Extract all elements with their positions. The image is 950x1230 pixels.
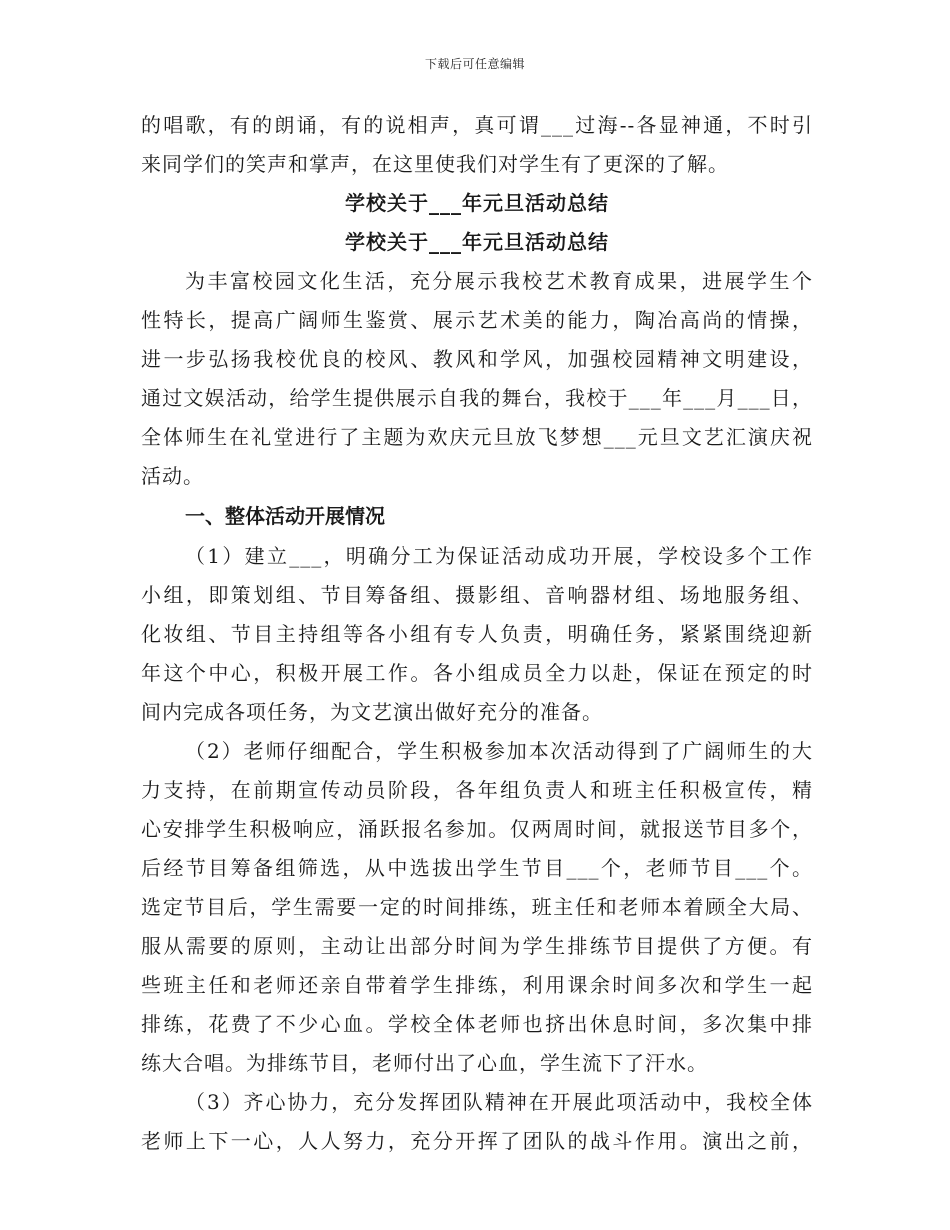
text-line: 练大合唱。为排练节目，老师付出了心血，学生流下了汗水。 [141, 1051, 708, 1075]
text-line: 的唱歌，有的朗诵，有的说相声，真可谓___过海--各显神通，不时引 [141, 113, 813, 137]
text-line: 选定节目后，学生需要一定的时间排练，班主任和老师本着顾全大局、 [141, 895, 813, 919]
text-line: 年这个中心，积极开展工作。各小组成员全力以赴，保证在预定的时 [141, 661, 813, 685]
text-line: 性特长，提高广阔师生鉴赏、展示艺术美的能力，陶冶高尚的情操， [141, 308, 813, 332]
text-line: （2）老师仔细配合，学生积极参加本次活动得到了广阔师生的大 [185, 739, 813, 763]
text-line: 心安排学生积极响应，涌跃报名参加。仅两周时间，就报送节目多个， [141, 817, 813, 841]
text-line: 力支持，在前期宣传动员阶段，各年组负责人和班主任积极宣传，精 [141, 778, 813, 802]
document-subtitle: 学校关于___年元旦活动总结 [345, 230, 609, 254]
text-line: 服从需要的原则，主动让出部分时间为学生排练节目提供了方便。有 [141, 934, 813, 958]
text-line: 来同学们的笑声和掌声，在这里使我们对学生有了更深的了解。 [141, 152, 729, 176]
page-header: 下载后可任意编辑 [424, 57, 525, 71]
text-line: 小组，即策划组、节目筹备组、摄影组、音响器材组、场地服务组、 [141, 583, 813, 607]
text-line: 老师上下一心，人人努力，充分开挥了团队的战斗作用。演出之前， [141, 1129, 813, 1153]
text-line: 通过文娱活动，给学生提供展示自我的舞台，我校于___年___月___日， [141, 386, 813, 410]
section-heading: 一、整体活动开展情况 [185, 504, 385, 528]
text-line: 间内完成各项任务，为文艺演出做好充分的准备。 [141, 700, 603, 724]
text-line: （1）建立___，明确分工为保证活动成功开展，学校设多个工作 [185, 544, 813, 568]
text-line: 全体师生在礼堂进行了主题为欢庆元旦放飞梦想___元旦文艺汇演庆祝 [141, 425, 813, 449]
document-body [141, 106, 813, 1161]
document-title: 学校关于___年元旦活动总结 [345, 191, 609, 215]
text-line: 排练，花费了不少心血。学校全体老师也挤出休息时间，多次集中排 [141, 1012, 813, 1036]
text-line: 活动。 [141, 464, 204, 488]
text-line: 为丰富校园文化生活，充分展示我校艺术教育成果，进展学生个 [185, 269, 813, 293]
text-line: 化妆组、节目主持组等各小组有专人负责，明确任务，紧紧围绕迎新 [141, 622, 813, 646]
text-line: （3）齐心协力，充分发挥团队精神在开展此项活动中，我校全体 [185, 1090, 813, 1114]
text-line: 进一步弘扬我校优良的校风、教风和学风，加强校园精神文明建设， [141, 347, 813, 371]
text-line: 些班主任和老师还亲自带着学生排练，利用课余时间多次和学生一起 [141, 973, 813, 997]
text-line: 后经节目筹备组筛选，从中选拔出学生节目___个，老师节目___个。 [141, 856, 813, 880]
